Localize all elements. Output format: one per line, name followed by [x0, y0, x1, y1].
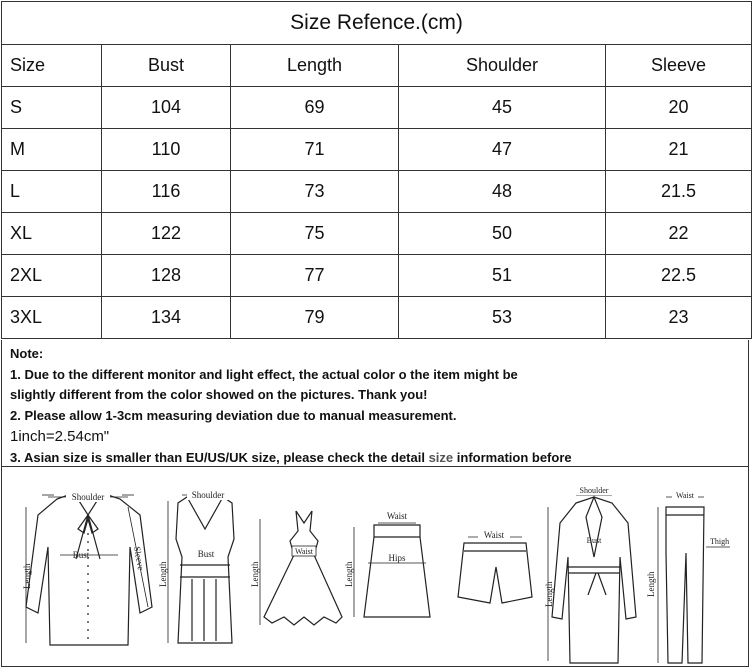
table-row [2, 171, 752, 213]
cell-length: 73 [231, 171, 399, 213]
cell-length: 77 [231, 255, 399, 297]
cell-shoulder: 45 [399, 87, 606, 129]
cell-length: 75 [231, 213, 399, 255]
trousers-waist-label: Waist [675, 491, 695, 500]
table-row [2, 255, 752, 297]
shirt-sleeve-label: Sleeve [132, 545, 147, 571]
notes-heading: Note: [10, 346, 44, 361]
table-row [2, 129, 752, 171]
note-3-size: size [428, 450, 454, 465]
cell-sleeve: 21 [606, 129, 752, 171]
note-3 [10, 448, 748, 469]
size-chart-sheet [1, 1, 751, 667]
header-shoulder: Shoulder [399, 45, 606, 87]
shirt-bust-label: Bust [72, 550, 90, 560]
header-size: Size [2, 45, 102, 87]
header-bust: Bust [102, 45, 231, 87]
table-title-row [2, 2, 752, 45]
vest-shoulder-label: Shoulder [191, 490, 225, 500]
vest-length-label: Length [158, 561, 168, 587]
trousers-length-label: Length [646, 571, 656, 597]
note-inch: 1inch=2.54cm" [10, 428, 110, 445]
notes-box [1, 340, 749, 467]
coat-length-label: Length [544, 581, 554, 607]
shirt-illustration [22, 490, 152, 645]
cell-length: 71 [231, 129, 399, 171]
shorts-waist-label: Waist [483, 530, 505, 540]
skirt-illustration [344, 510, 430, 617]
cell-size: S [2, 87, 102, 129]
vest-illustration [158, 488, 234, 643]
cell-size: L [2, 171, 102, 213]
shirt-shoulder-label: Shoulder [71, 492, 105, 502]
cell-shoulder: 53 [399, 297, 606, 339]
cell-shoulder: 51 [399, 255, 606, 297]
shorts-illustration [458, 529, 532, 603]
skirt-length-label: Length [344, 561, 354, 587]
dress-illustration [250, 511, 342, 625]
cell-sleeve: 22.5 [606, 255, 752, 297]
shirt-length-label: Length [22, 563, 32, 589]
vest-bust-label: Bust [197, 549, 215, 559]
cell-size: 2XL [2, 255, 102, 297]
note-3-info: information before [453, 450, 572, 465]
note-2: 2. Please allow 1-3cm measuring deviation due to manual measurement. [10, 407, 457, 423]
cell-bust: 128 [102, 255, 231, 297]
dress-length-label: Length [250, 561, 260, 587]
note-1a: 1. Due to the different monitor and light effect, the actual color o the item might be [10, 366, 518, 382]
cell-sleeve: 20 [606, 87, 752, 129]
cell-shoulder: 48 [399, 171, 606, 213]
note-3-main: 3. Asian size is smaller than EU/US/UK size, please check the detail [10, 450, 429, 465]
cell-bust: 122 [102, 213, 231, 255]
coat-illustration [544, 484, 636, 663]
cell-sleeve: 21.5 [606, 171, 752, 213]
coat-bust-label: Bust [586, 536, 602, 545]
cell-shoulder: 47 [399, 129, 606, 171]
skirt-hips-label: Hips [388, 553, 406, 563]
header-length: Length [231, 45, 399, 87]
cell-bust: 116 [102, 171, 231, 213]
cell-sleeve: 22 [606, 213, 752, 255]
header-sleeve: Sleeve [606, 45, 752, 87]
note-1b: slightly different from the color showed on the pictures. Thank you! [10, 387, 428, 402]
cell-bust: 134 [102, 297, 231, 339]
table-header-row [2, 45, 752, 87]
cell-length: 69 [231, 87, 399, 129]
table-row [2, 297, 752, 339]
cell-bust: 110 [102, 129, 231, 171]
garment-diagram [1, 467, 749, 667]
cell-length: 79 [231, 297, 399, 339]
cell-size: XL [2, 213, 102, 255]
cell-size: M [2, 129, 102, 171]
coat-shoulder-label: Shoulder [579, 486, 609, 495]
cell-size: 3XL [2, 297, 102, 339]
cell-sleeve: 23 [606, 297, 752, 339]
cell-bust: 104 [102, 87, 231, 129]
cell-shoulder: 50 [399, 213, 606, 255]
garment-illustrations [2, 467, 748, 666]
trousers-thigh-label: Thigh [710, 537, 730, 546]
table-title: Size Refence.(cm) [2, 2, 752, 45]
table-row [2, 87, 752, 129]
skirt-waist-label: Waist [386, 511, 408, 521]
size-table [1, 1, 752, 339]
table-row [2, 213, 752, 255]
trousers-illustration [646, 489, 730, 663]
dress-waist-label: Waist [294, 547, 314, 556]
